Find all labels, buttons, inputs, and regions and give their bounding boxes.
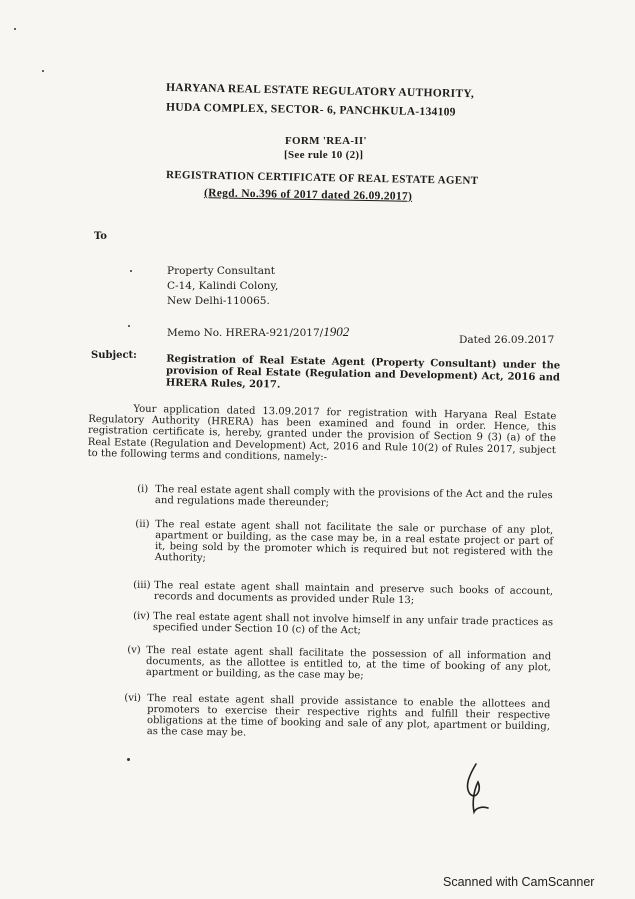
to-label: To [94, 231, 107, 242]
condition-item [135, 519, 554, 576]
condition-text: The real estate agent shall comply with the provisions of the Act and the rules and regulations made thereunder; [154, 484, 553, 509]
condition-text: The real estate agent shall not involve himself in any unfair trade practices as specified under Section 10 (c) of the Act; [152, 611, 554, 637]
form-rule: [See rule 10 (2)] [284, 149, 364, 161]
memo-printed: Memo No. HRERA-921/2017/ [167, 327, 324, 339]
condition-item [127, 645, 552, 690]
condition-number: (iv) [133, 610, 150, 622]
scan-mark [128, 325, 130, 327]
scan-mark [130, 270, 132, 272]
scan-mark [127, 758, 130, 761]
subject-text: Registration of Real Estate Agent (Property Consultant) under the provision of Real Estate (Regulation and Development) Act, 2016 and HRERA Rules, 2017. [165, 353, 561, 391]
condition-text: The real estate agent shall facilitate the possession of all information and documents, as the allottee is entitled to, at the time of booking of any plot, apartment or building, as the case may be; [145, 644, 552, 682]
condition-number: (i) [137, 483, 149, 495]
condition-number: (ii) [135, 518, 150, 530]
recipient-address [167, 264, 278, 309]
body-paragraph: Your application dated 13.09.2017 for registration with Haryana Real Estate Regulatory Authority (HRERA) has been examined and found in order. Hence, this registration certificate is, hereby, granted under the provision of Section 9 (3) (a) of the Real Estate (Regulation and Development) Act, 2016 and Rule 10(2) of Rules 2017, subject to the following terms and conditions, namely:- [87, 403, 557, 463]
memo-date: Dated 26.09.2017 [459, 334, 555, 346]
registration-number: (Regd. No.396 of 2017 dated 26.09.2017) [203, 187, 413, 203]
subject-label: Subject: [91, 350, 137, 361]
condition-number: (v) [127, 644, 141, 656]
condition-item [124, 693, 551, 750]
condition-item [133, 580, 553, 613]
scan-mark [14, 28, 16, 30]
scan-mark [42, 70, 44, 72]
condition-text: The real estate agent shall provide assistance to enable the allottees and promoters to exercise their respective rights and fulfill their respective obligations at the time of booking and sale of any plot, apartment or building, as the case may be. [146, 693, 551, 739]
condition-item [133, 611, 553, 644]
condition-item [137, 484, 555, 517]
condition-text: The real estate agent shall maintain and preserve such books of account, records and documents as provided under Rule 13; [153, 580, 554, 607]
recipient-line: Property Consultant [167, 265, 275, 277]
condition-text: The real estate agent shall not facilitate the sale or purchase of any plot, apartment or building, as the case may be, in a real estate project or part of it, being sold by the promoter which is required but not registered with the Authority; [154, 519, 554, 564]
authority-address: HUDA COMPLEX, SECTOR- 6, PANCHKULA-134109 [165, 101, 456, 119]
memo-number [167, 324, 349, 341]
condition-number: (vi) [124, 692, 142, 704]
recipient-line: New Delhi-110065. [167, 295, 270, 307]
condition-number: (iii) [133, 579, 151, 591]
memo-handwritten-number: 1902 [323, 324, 350, 339]
authority-name: HARYANA REAL ESTATE REGULATORY AUTHORITY, [165, 81, 475, 101]
recipient-line: C-14, Kalindi Colony, [167, 280, 279, 292]
scanner-watermark: Scanned with CamScanner [443, 875, 595, 889]
form-title: FORM 'REA-II' [285, 135, 367, 147]
signature [452, 760, 502, 820]
certificate-title: REGISTRATION CERTIFICATE OF REAL ESTATE AGENT [165, 169, 479, 187]
